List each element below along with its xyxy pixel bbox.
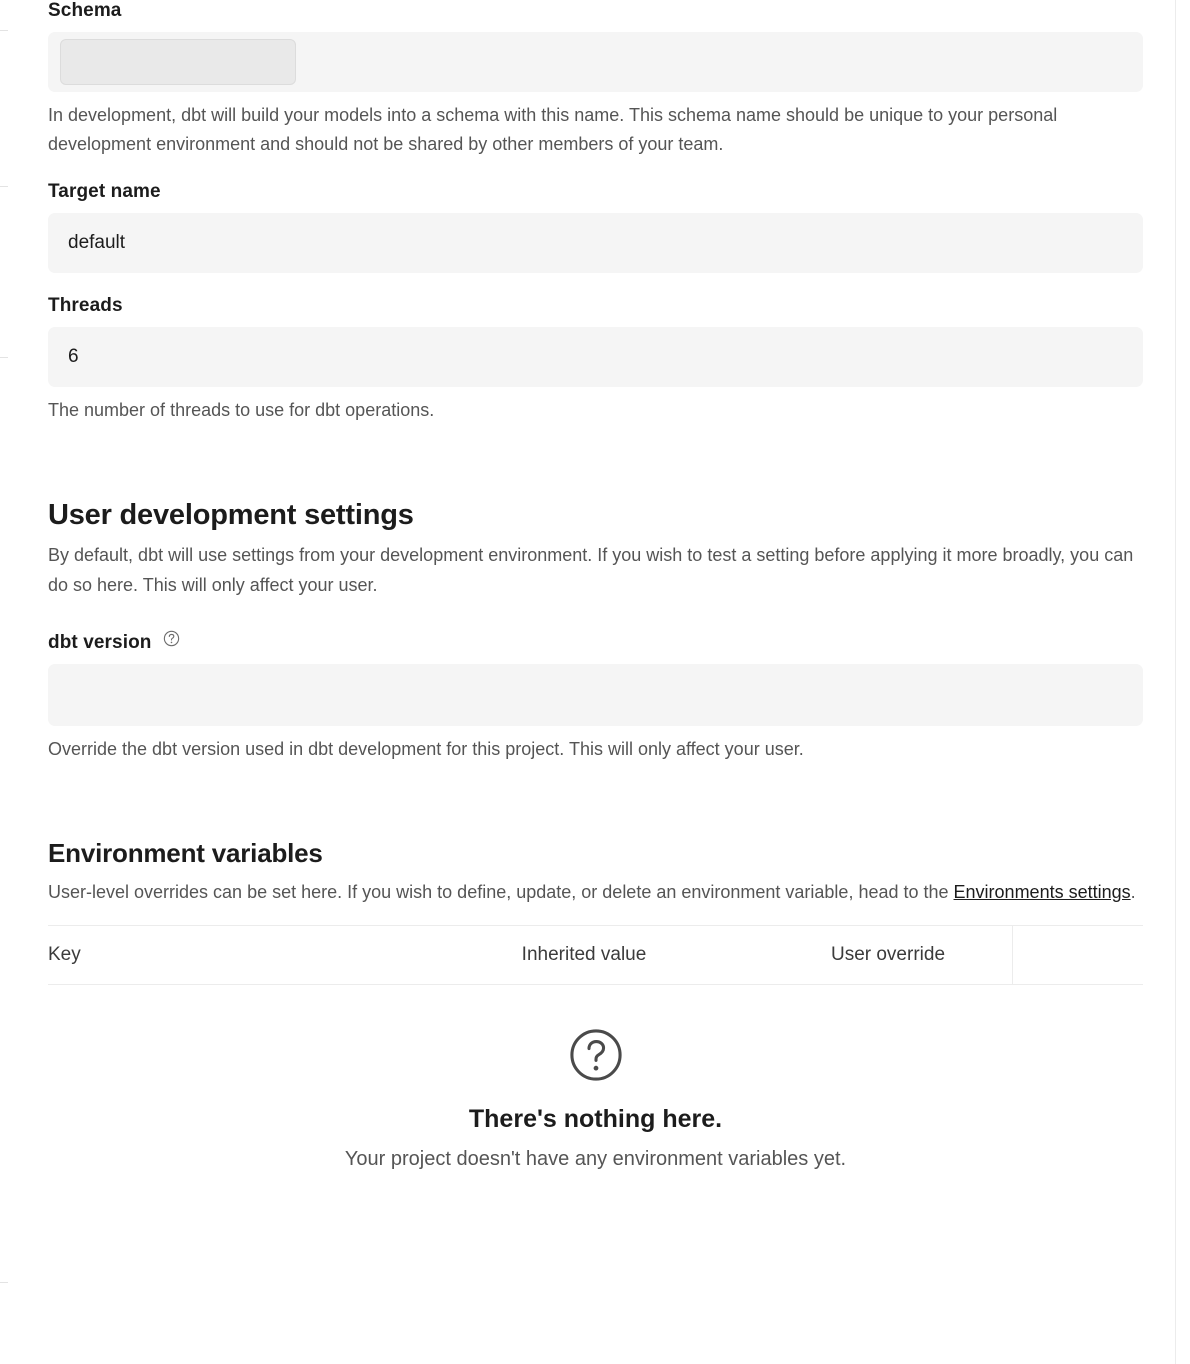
- user-development-settings-description: By default, dbt will use settings from your development environment. If you wish to test a setting before applying it more broadly, you can do so here. This will only affect your user.: [48, 545, 1134, 595]
- target-name-field-group: [48, 181, 1143, 273]
- target-name-input[interactable]: default: [48, 213, 1143, 273]
- schema-help-text: In development, dbt will build your models into a schema with this name. This schema name should be unique to your personal development environment and should not be shared by other members of your team.: [48, 105, 1058, 154]
- empty-state-subtitle: Your project doesn't have any environment variables yet.: [344, 1148, 847, 1170]
- column-header-inherited-value: Inherited value: [521, 944, 647, 965]
- empty-state-title: There's nothing here.: [468, 1105, 723, 1133]
- column-header-actions: [1012, 926, 1143, 984]
- environment-variables-description-before: User-level overrides can be set here. If you wish to define, update, or delete an environment variable, head to the: [48, 882, 954, 902]
- environment-variables-section: [48, 838, 1143, 1171]
- dbt-version-input[interactable]: [48, 664, 1143, 726]
- schema-label: Schema: [48, 0, 122, 21]
- column-header-key: Key: [48, 944, 81, 965]
- question-circle-icon[interactable]: [163, 630, 180, 653]
- threads-help-text: The number of threads to use for dbt operations.: [48, 400, 435, 420]
- schema-input[interactable]: [48, 32, 1143, 92]
- dbt-version-label-text: dbt version: [48, 632, 152, 653]
- schema-field-group: [48, 0, 1143, 159]
- environment-variables-table: [48, 925, 1143, 985]
- environments-settings-link[interactable]: Environments settings: [953, 882, 1131, 902]
- left-gutter: [0, 0, 8, 1364]
- threads-input[interactable]: 6: [48, 327, 1143, 387]
- environment-variables-description: [48, 877, 1138, 907]
- user-development-settings-title: User development settings: [48, 499, 414, 531]
- environment-variables-empty-state: [48, 1027, 1143, 1171]
- threads-label: Threads: [48, 295, 123, 316]
- environment-variables-title: Environment variables: [48, 838, 323, 868]
- target-name-label: Target name: [48, 181, 161, 202]
- user-development-settings-section: [48, 499, 1143, 764]
- question-circle-icon: [568, 1027, 624, 1083]
- threads-field-group: [48, 295, 1143, 425]
- right-edge-divider: [1175, 0, 1176, 1364]
- dbt-version-help-text: Override the dbt version used in dbt development for this project. This will only affect your user.: [48, 739, 804, 759]
- table-header-row: [48, 926, 1143, 984]
- dbt-version-label: [48, 630, 1143, 654]
- environment-variables-description-after: .: [1130, 882, 1136, 902]
- column-header-user-override: User override: [830, 944, 946, 965]
- project-development-settings-panel: [48, 0, 1143, 1171]
- schema-input-chip[interactable]: [60, 39, 296, 85]
